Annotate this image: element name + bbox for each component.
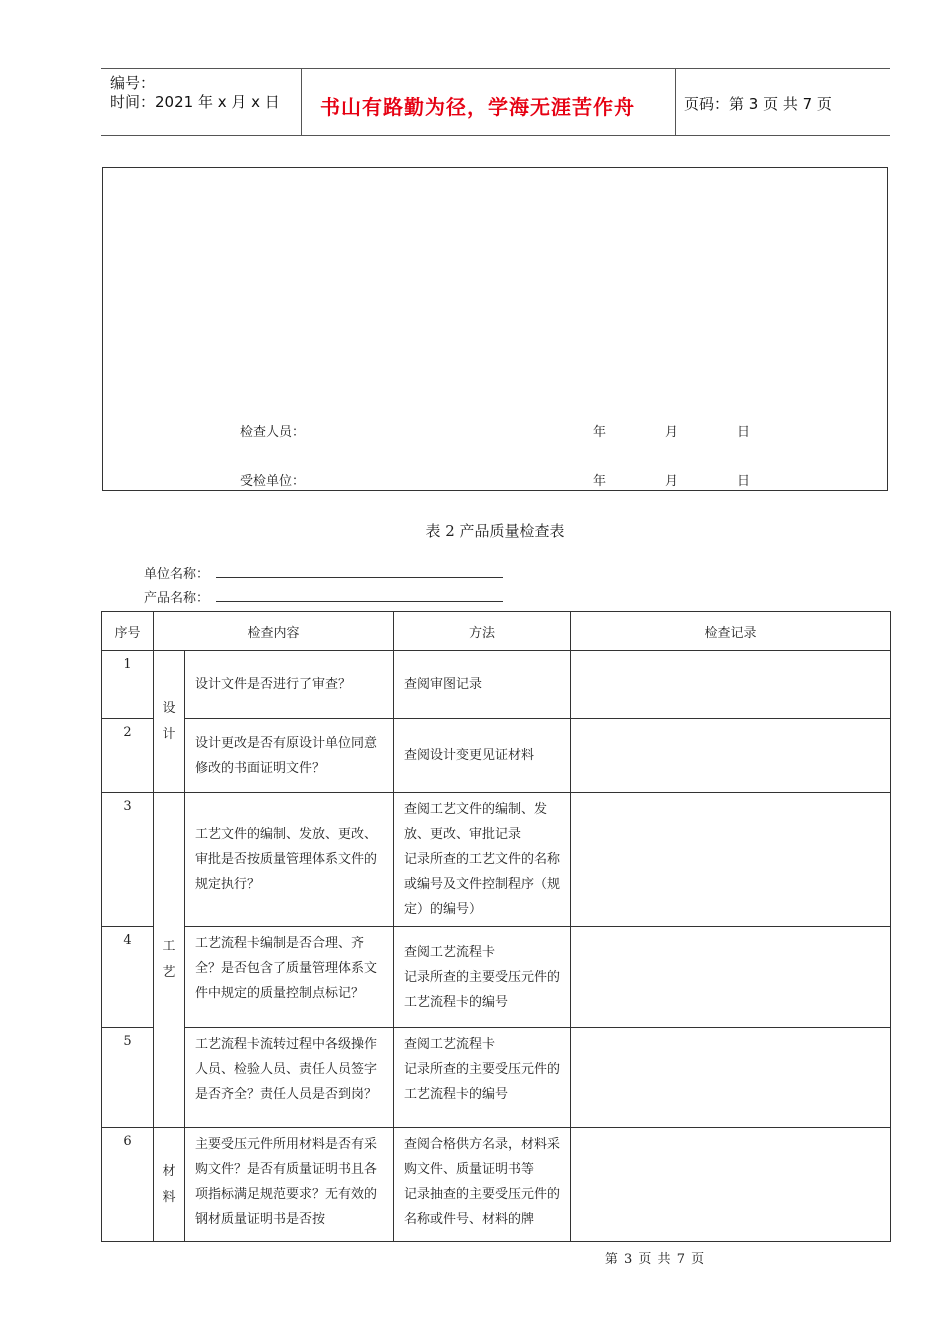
row-content: 工艺流程卡编制是否合理、齐全？是否包含了质量管理体系文件中规定的质量控制点标记？ <box>185 927 394 1028</box>
unit-year: 年 <box>593 474 607 489</box>
signature-box <box>102 167 888 491</box>
header-top-rule <box>101 68 890 69</box>
row-record-cell[interactable] <box>571 793 891 927</box>
row-number: 5 <box>102 1028 154 1128</box>
table-row <box>102 1128 891 1242</box>
page-label: 页码：第 3 页 共 7 页 <box>684 95 832 113</box>
category-material <box>154 1128 185 1242</box>
row-number: 6 <box>102 1128 154 1242</box>
row-method: 查阅工艺流程卡 记录所查的主要受压元件的工艺流程卡的编号 <box>394 1028 571 1128</box>
row-number: 2 <box>102 719 154 793</box>
row-number: 4 <box>102 927 154 1028</box>
row-method: 查阅设计变更见证材料 <box>394 719 571 793</box>
table-caption: 表 2 产品质量检查表 <box>425 522 565 540</box>
row-method: 查阅工艺文件的编制、发放、更改、审批记录 记录所查的工艺文件的名称或编号及文件控制程序（规定）的编号） <box>394 793 571 927</box>
unit-name-field[interactable] <box>216 577 503 578</box>
motto: 书山有路勤为径，学海无涯苦作舟 <box>320 95 635 119</box>
inspector-year: 年 <box>593 425 607 440</box>
row-number: 1 <box>102 651 154 719</box>
header-divider-left <box>301 69 302 136</box>
unit-month: 月 <box>665 474 679 489</box>
product-name-label: 产品名称： <box>144 591 210 606</box>
table-row <box>102 719 891 793</box>
row-method: 查阅审图记录 <box>394 651 571 719</box>
header-no: 序号 <box>102 612 154 651</box>
unit-label: 受检单位： <box>240 474 306 489</box>
header-content: 检查内容 <box>154 612 394 651</box>
code-label: 编号： <box>110 74 156 92</box>
page-footer: 第 3 页 共 7 页 <box>604 1252 706 1267</box>
row-content: 工艺文件的编制、发放、更改、审批是否按质量管理体系文件的规定执行？ <box>185 793 394 927</box>
unit-day: 日 <box>737 474 751 489</box>
row-record-cell[interactable] <box>571 1128 891 1242</box>
unit-name-label: 单位名称： <box>144 567 210 582</box>
header-bottom-rule <box>101 135 890 136</box>
table-row <box>102 1028 891 1128</box>
category-design <box>154 651 185 793</box>
row-method: 查阅合格供方名录，材料采购文件、质量证明书等 记录抽查的主要受压元件的名称或件号、材料的牌 <box>394 1128 571 1242</box>
row-record-cell[interactable] <box>571 1028 891 1128</box>
row-number: 3 <box>102 793 154 927</box>
row-method: 查阅工艺流程卡 记录所查的主要受压元件的工艺流程卡的编号 <box>394 927 571 1028</box>
category-material-label: 材料 <box>162 1163 176 1205</box>
inspector-day: 日 <box>737 425 751 440</box>
row-record-cell[interactable] <box>571 719 891 793</box>
header-divider-right <box>675 69 676 136</box>
row-content: 主要受压元件所用材料是否有采购文件？是否有质量证明书且各项指标满足规范要求？无有效的钢材质量证明书是否按 <box>185 1128 394 1242</box>
header-method: 方法 <box>394 612 571 651</box>
header-record: 检查记录 <box>571 612 891 651</box>
row-content: 设计文件是否进行了审查？ <box>185 651 394 719</box>
row-record-cell[interactable] <box>571 651 891 719</box>
product-name-field[interactable] <box>216 601 503 602</box>
table-row <box>102 793 891 927</box>
category-process-label: 工艺 <box>162 939 176 980</box>
inspector-label: 检查人员： <box>240 425 306 440</box>
category-process <box>154 793 185 1128</box>
quality-check-table <box>101 611 891 1242</box>
category-design-label: 设计 <box>162 700 176 742</box>
row-content: 设计更改是否有原设计单位同意修改的书面证明文件？ <box>185 719 394 793</box>
row-record-cell[interactable] <box>571 927 891 1028</box>
table-row <box>102 651 891 719</box>
row-content: 工艺流程卡流转过程中各级操作人员、检验人员、责任人员签字是否齐全？责任人员是否到岗？ <box>185 1028 394 1128</box>
table-header-row <box>102 612 891 651</box>
table-row <box>102 927 891 1028</box>
time-label: 时间：2021 年 x 月 x 日 <box>110 93 280 111</box>
inspector-month: 月 <box>665 425 679 440</box>
